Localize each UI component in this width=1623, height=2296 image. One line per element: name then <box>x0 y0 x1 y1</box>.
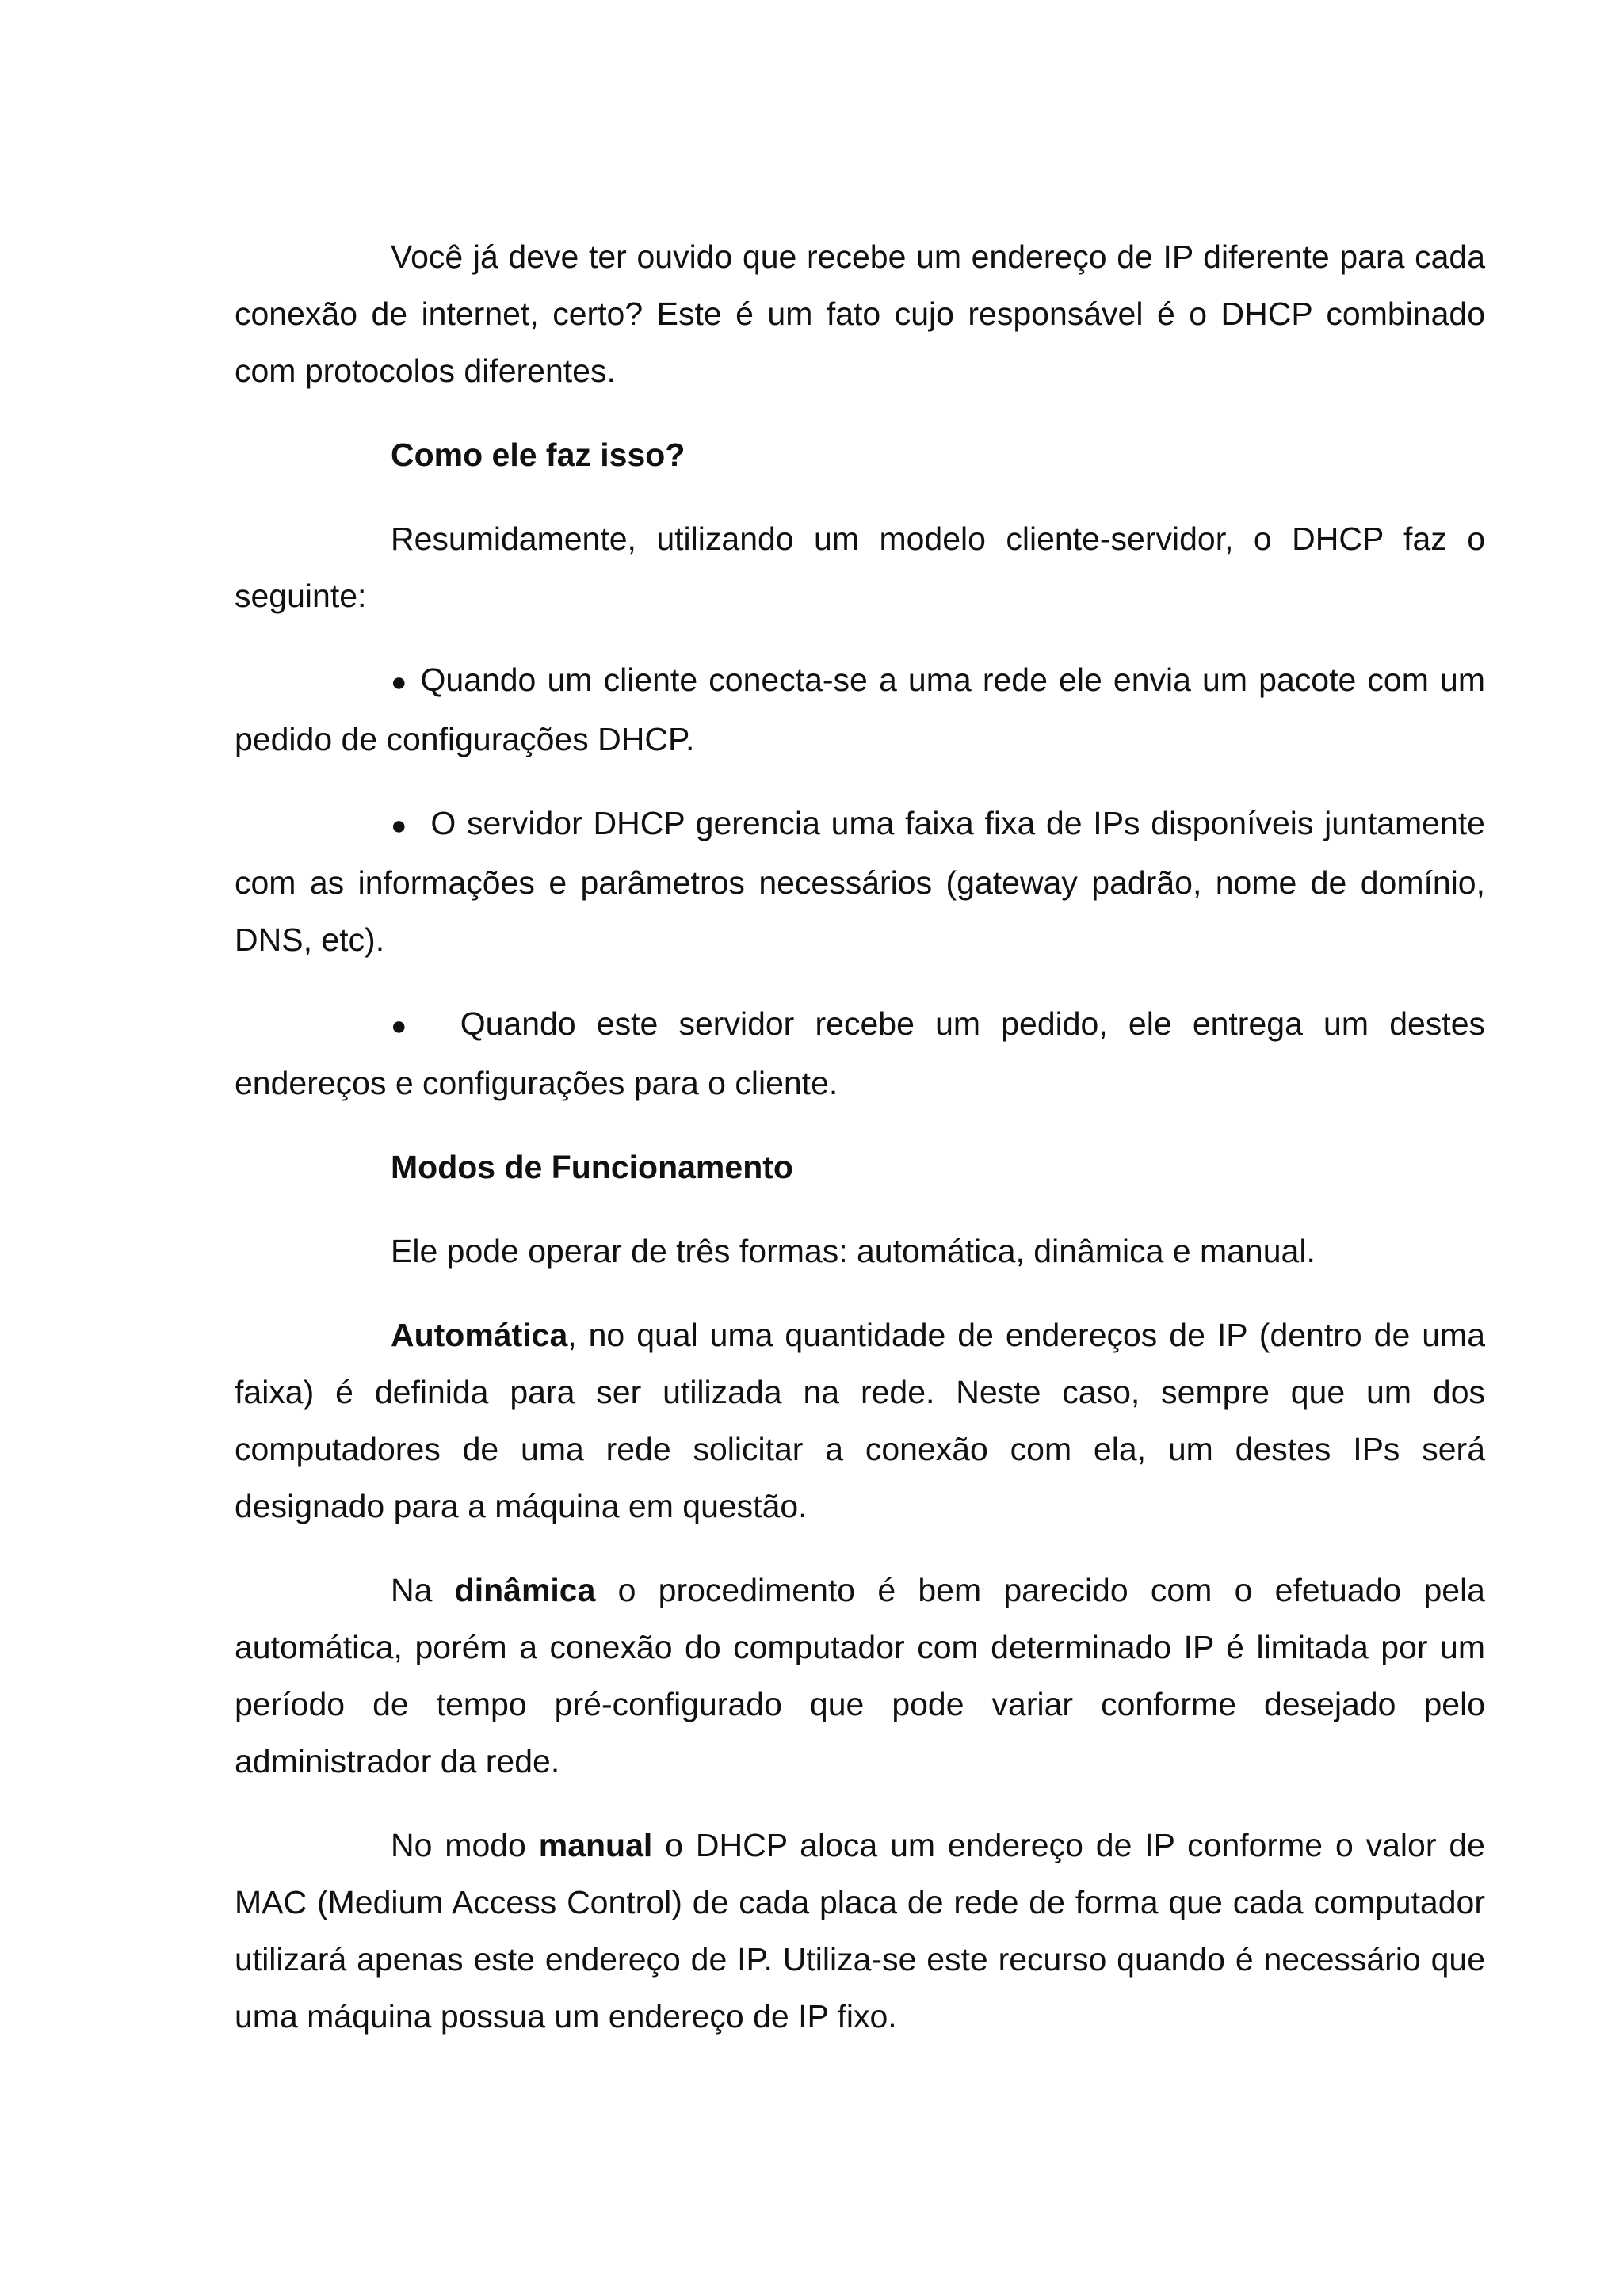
bullet-item <box>235 795 1485 968</box>
bullet-item <box>235 995 1485 1112</box>
section-heading-modes: Modos de Funcionamento <box>391 1149 793 1185</box>
bullet-icon: ● <box>391 1011 419 1041</box>
automatic-mode-term: Automática <box>391 1317 568 1353</box>
manual-mode-lead: No modo <box>391 1827 539 1863</box>
automatic-mode-text: , no qual uma quantidade de endereços de IP (dentro de uma faixa) é definida para ser utilizada na rede. Neste caso, sempre que um dos computadores de uma rede solicitar a conexão com ela, um destes IPs será designado para a máquina em questão. <box>235 1317 1485 1524</box>
modes-intro-paragraph: Ele pode operar de três formas: automática, dinâmica e manual. <box>391 1233 1316 1269</box>
summary-paragraph: Resumidamente, utilizando um modelo cliente-servidor, o DHCP faz o seguinte: <box>235 521 1485 614</box>
dynamic-mode-text: o procedimento é bem parecido com o efetuado pela automática, porém a conexão do computador com determinado IP é limitada por um período de tempo pré-configurado que pode variar conforme desejado pelo administrador da rede. <box>235 1572 1485 1779</box>
bullet-text: O servidor DHCP gerencia uma faixa fixa de IPs disponíveis juntamente com as informações e parâmetros necessários (gateway padrão, nome de domínio, DNS, etc). <box>235 805 1485 958</box>
dynamic-mode-lead: Na <box>391 1572 455 1608</box>
automatic-mode-paragraph <box>235 1306 1485 1535</box>
document-body <box>235 228 1485 2045</box>
bullet-text: Quando um cliente conecta-se a uma rede ele envia um pacote com um pedido de configurações DHCP. <box>235 662 1485 757</box>
manual-mode-text: o DHCP aloca um endereço de IP conforme o valor de MAC (Medium Access Control) de cada placa de rede de forma que cada computador utilizará apenas este endereço de IP. Utiliza-se este recurso quando é necessário que uma máquina possua um endereço de IP fixo. <box>235 1827 1485 2035</box>
bullet-item <box>235 651 1485 768</box>
bullet-icon: ● <box>391 810 409 841</box>
bullet-icon: ● <box>391 667 410 697</box>
intro-paragraph: Você já deve ter ouvido que recebe um endereço de IP diferente para cada conexão de internet, certo? Este é um fato cujo responsável é o DHCP combinado com protocolos diferentes. <box>235 238 1485 389</box>
manual-mode-paragraph <box>235 1817 1485 2045</box>
section-heading-how: Como ele faz isso? <box>391 437 685 473</box>
dynamic-mode-paragraph <box>235 1562 1485 1790</box>
manual-mode-term: manual <box>538 1827 653 1863</box>
bullet-text: Quando este servidor recebe um pedido, ele entrega um destes endereços e configurações para o cliente. <box>235 1005 1485 1101</box>
dynamic-mode-term: dinâmica <box>454 1572 596 1608</box>
